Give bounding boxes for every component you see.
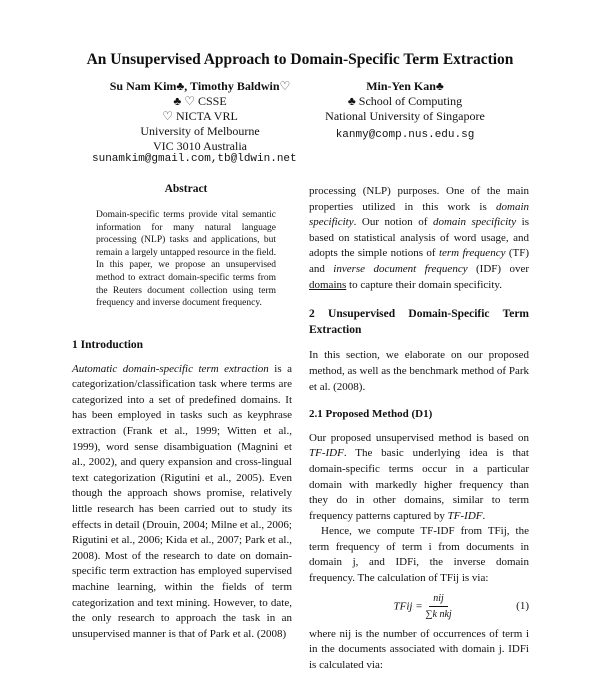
- abstract-text: Domain-specific terms provide vital semantic information for many natural language processing (NLP) tasks and applications, but remain a largely untapped resource in the field. In this paper, we propose an unsupervised method to extract domain-specific terms from the Reuters document collection using term frequency and inverse document frequency.: [96, 210, 276, 309]
- email-right: kanmy@comp.nus.edu.sg: [335, 129, 475, 141]
- cont-text-a: processing (NLP) purposes. One of the main properties utilized in this work is: [309, 185, 529, 213]
- equation-numerator: nij: [429, 591, 448, 608]
- left-column: [72, 338, 292, 642]
- equation-body: [394, 591, 452, 623]
- affiliation-nicta: ♡ NICTA VRL: [162, 109, 238, 123]
- affiliation-csse: ♣ ♡ CSSE: [173, 94, 227, 108]
- after-equation-text: where nij is the number of occurrences of term i in the documents associated with domain j. IDFi is calculated via:: [309, 627, 529, 671]
- author-names-left: Su Nam Kim♣, Timothy Baldwin♡: [109, 79, 291, 93]
- subsection21-paragraph2: Hence, we compute TF-IDF from TFij, the term frequency of term i from documents in domain j, and IDFi, the inverse domain frequency. The calculation of TFij is via:: [309, 525, 529, 585]
- section1-paragraph: [72, 362, 292, 643]
- cont-em-3: term frequency: [438, 247, 506, 260]
- affiliation-university: University of Melbourne: [140, 124, 260, 138]
- author-name-right: Min-Yen Kan♣: [366, 79, 444, 93]
- section2-text: In this section, we elaborate on our proposed method, as well as the benchmark method of Park et al. (2008).: [309, 349, 529, 393]
- email-left: sunamkim@gmail.com,tb@ldwin.net: [92, 153, 297, 165]
- affiliation-address: VIC 3010 Australia: [153, 139, 247, 153]
- section1-heading: 1 Introduction: [72, 339, 144, 351]
- cont-underline: domains: [309, 278, 347, 291]
- section1-lead: Automatic domain-specific term extraction: [72, 362, 269, 375]
- cont-em-4: inverse document frequency: [333, 262, 468, 275]
- author-block-right: [300, 79, 510, 143]
- sub21-text-c: .: [482, 509, 486, 522]
- section2-heading: 2 Unsupervised Domain-Specific Term Extraction: [309, 308, 529, 336]
- affiliation-nus: National University of Singapore: [325, 109, 485, 123]
- cont-text-e: (IDF) over: [467, 262, 529, 275]
- sub21-em-1: TF-IDF: [309, 447, 344, 460]
- sub21-text-b: . The basic underlying idea is that domain-specific terms occur in a particular domain with markedly higher frequency than they do in other domains, similar to term frequency patterns captured by: [309, 447, 529, 522]
- section1-body: is a categorization/classification task where terms are categorized into a set of predefined domains. It has been employed in tasks such as keyphrase extraction (Frank et al., 1999; Witten et al., 1999), word sense disambiguation (Magnini et al., 2002), and query expansion and cross-lingual text categorization (Rigutini et al., 2005). Even though the approach shows promise, relatively little research has been carried out to study its effects in detail (Drouin, 2004; Milne et al., 2006; Rigutini et al., 2006; Kida et al., 2007; Park et al., 2008). Most of the research to date on domain-specific term extraction has employed supervised machine learning, within the fields of term categorization and text mining. However, to date, the only research to approach the task in an unsupervised manner is that of Park et al. (2008): [72, 362, 292, 640]
- cont-em-2: domain specificity: [432, 216, 517, 229]
- cont-text-d: (TF) and: [309, 247, 530, 275]
- subsection21-heading: 2.1 Proposed Method (D1): [309, 408, 433, 421]
- subsection21-paragraph1: [309, 431, 529, 525]
- sub21-em-2: TF-IDF: [447, 509, 483, 522]
- cont-text-f: to capture their domain specificity.: [346, 278, 502, 291]
- equation-1: [309, 587, 529, 627]
- continuation-paragraph: [309, 184, 529, 293]
- sub21-text-a: Our proposed unsupervised method is based on: [309, 431, 529, 444]
- paper-title: An Unsupervised Approach to Domain-Specific Term Extraction: [86, 51, 514, 68]
- cont-text-b: . Our notion of: [353, 216, 433, 229]
- equation-denominator: ∑k nkj: [425, 609, 452, 621]
- equation-fraction: [425, 591, 451, 623]
- cont-em-1: domain specificity: [309, 200, 529, 229]
- equation-lhs: TFij =: [393, 600, 423, 613]
- equation-label: (1): [516, 599, 529, 612]
- cont-text-c: is based on statistical analysis of word usage, and adopts the simple notions of: [309, 216, 530, 260]
- abstract-heading: Abstract: [164, 183, 208, 195]
- affiliation-school: ♣ School of Computing: [347, 94, 463, 108]
- author-block-left: [100, 79, 300, 154]
